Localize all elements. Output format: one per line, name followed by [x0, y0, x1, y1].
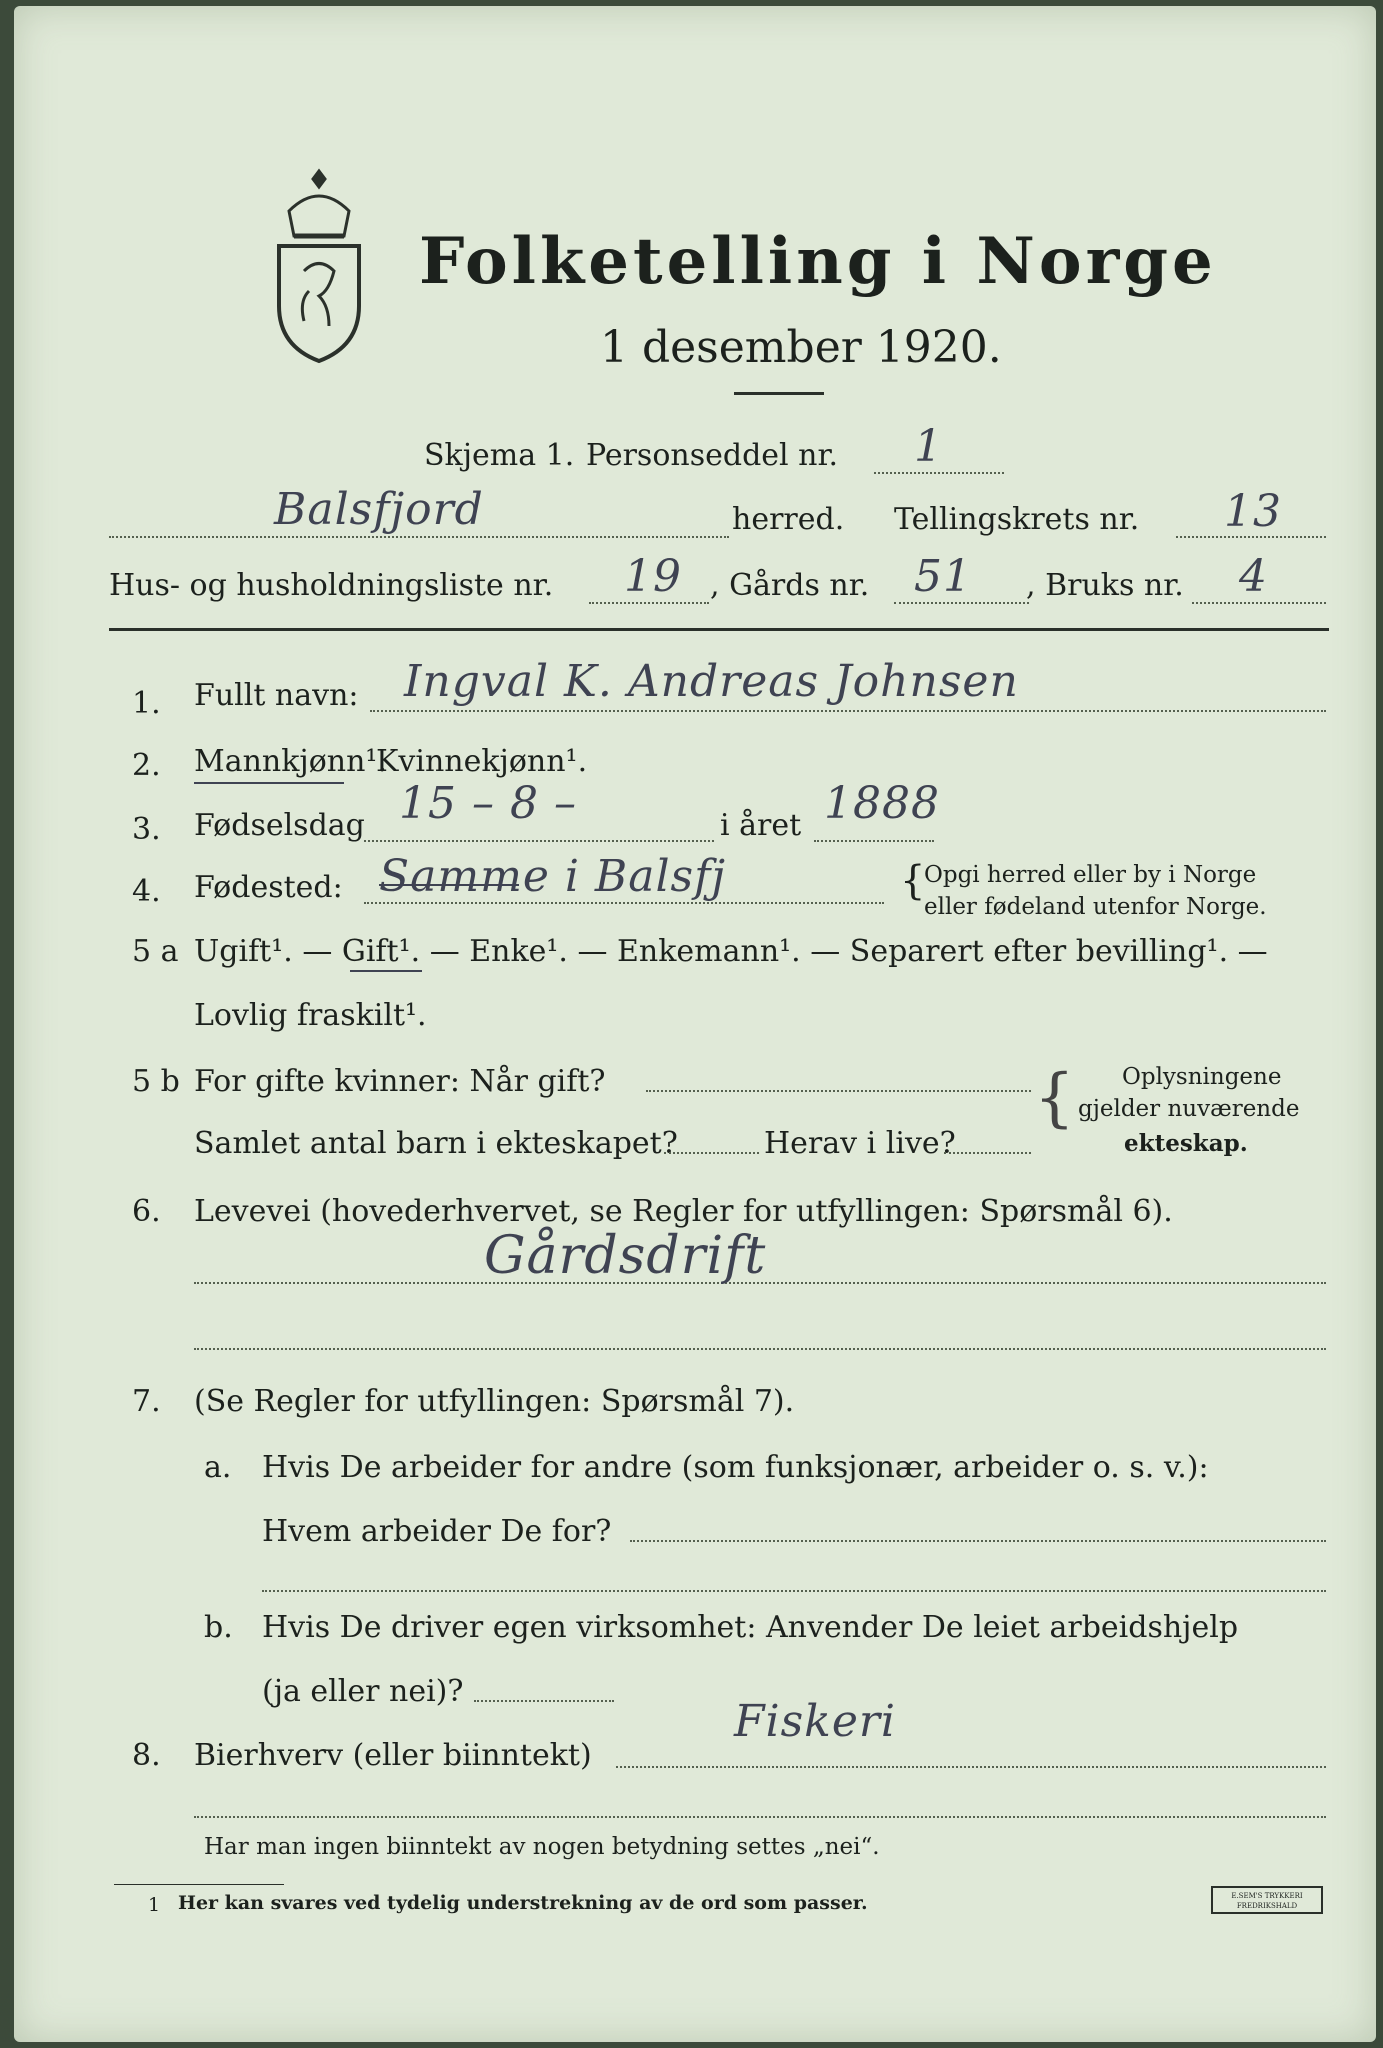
coat-of-arms-icon: [264, 161, 374, 371]
q2-female: Kvinnekjønn¹.: [376, 744, 588, 779]
q5b-note-3: ekteskap.: [1124, 1130, 1248, 1157]
q3-label: Fødselsdag: [194, 808, 365, 843]
q1-label: Fullt navn:: [194, 678, 359, 713]
q8-number: 8.: [132, 1738, 161, 1773]
q7a-text-2: Hvem arbeider De for?: [262, 1514, 612, 1549]
footnote-rule: [114, 1884, 284, 1885]
q5b-alive-line: [944, 1152, 1031, 1154]
bruks-line: [1192, 602, 1326, 604]
q4-line: [364, 902, 884, 904]
bottom-note: Har man ingen biinntekt av nogen betydning settes „nei“.: [204, 1834, 880, 1860]
q6-line-2: [194, 1348, 1326, 1350]
q5b-line: [646, 1090, 1031, 1092]
personseddel-value: 1: [914, 421, 943, 472]
q4-number: 4.: [132, 874, 161, 909]
footnote-mark: 1: [148, 1894, 161, 1916]
q3-year-value: 1888: [824, 778, 940, 829]
q4-label: Fødested:: [194, 870, 343, 905]
q1-number: 1.: [132, 686, 161, 721]
q6-value: Gårdsdrift: [484, 1226, 767, 1286]
herred-label: herred.: [732, 502, 845, 537]
q7a-text: Hvis De arbeider for andre (som funksjonær, arbeider o. s. v.):: [262, 1450, 1209, 1485]
q5a-options: Ugift¹. — Gift¹. — Enke¹. — Enkemann¹. — Separert efter bevilling¹. —: [194, 934, 1268, 969]
q4-value: Samme i Balsfj: [379, 851, 727, 902]
q5b-label: For gifte kvinner: Når gift?: [194, 1064, 606, 1099]
bruks-value: 4: [1239, 551, 1268, 602]
hus-label: Hus- og husholdningsliste nr.: [109, 568, 554, 603]
q5a-options-2: Lovlig fraskilt¹.: [194, 998, 427, 1033]
hus-line: [589, 602, 709, 604]
q3-line: [364, 840, 714, 842]
q7b-text-2: (ja eller nei)?: [262, 1674, 464, 1709]
q3-year-line: [814, 840, 934, 842]
header-divider: [109, 628, 1329, 631]
personseddel-label: Personseddel nr.: [586, 438, 839, 473]
gards-value: 51: [914, 551, 972, 602]
q8-line-2: [194, 1816, 1326, 1818]
footnote-text: Her kan svares ved tydelig understrekning av de ord som passer.: [178, 1892, 868, 1914]
q2-male: Mannkjønn¹.: [194, 744, 387, 779]
q6-label: Levevei (hovederhvervet, se Regler for utfyllingen: Spørsmål 6).: [194, 1194, 1173, 1229]
tellingskrets-label: Tellingskrets nr.: [894, 502, 1140, 537]
q8-value: Fiskeri: [734, 1696, 896, 1747]
personseddel-line: [874, 472, 1004, 474]
q4-note-2: eller fødeland utenfor Norge.: [924, 894, 1267, 920]
q3-number: 3.: [132, 812, 161, 847]
herred-value: Balsfjord: [274, 484, 484, 535]
q6-number: 6.: [132, 1194, 161, 1229]
q7a-line-2: [262, 1590, 1326, 1592]
q5b-children-line: [664, 1152, 759, 1154]
gards-line: [894, 602, 1029, 604]
bruks-label: , Bruks nr.: [1026, 568, 1184, 603]
q2-number: 2.: [132, 748, 161, 783]
title-rule: [734, 392, 824, 395]
q1-line: [370, 710, 1326, 712]
census-form: [14, 6, 1376, 2042]
gards-label: , Gårds nr.: [710, 568, 870, 603]
q1-value: Ingval K. Andreas Johnsen: [404, 656, 1019, 707]
q5a-number: 5 a: [132, 934, 179, 969]
q5b-alive: Herav i live?: [764, 1126, 956, 1161]
q3-value: 15 – 8 –: [399, 778, 577, 829]
q4-brace: {: [900, 858, 926, 904]
q7b-line: [474, 1700, 614, 1702]
q7b-letter: b.: [204, 1610, 233, 1645]
q5b-children: Samlet antal barn i ekteskapet?: [194, 1126, 678, 1161]
q8-line-1: [616, 1766, 1326, 1768]
q5a-underline: [350, 970, 422, 972]
herred-line: [109, 536, 729, 538]
q7b-text: Hvis De driver egen virksomhet: Anvender De leiet arbeidshjelp: [262, 1610, 1239, 1645]
skjema-label: Skjema 1.: [424, 438, 575, 473]
hus-value: 19: [624, 551, 682, 602]
q7a-letter: a.: [204, 1450, 232, 1485]
q5b-number: 5 b: [132, 1064, 180, 1099]
printer-stamp: E.SEM'S TRYKKERI FREDRIKSHALD: [1211, 1886, 1323, 1914]
census-date: 1 desember 1920.: [600, 322, 1002, 373]
q7-label: (Se Regler for utfyllingen: Spørsmål 7).: [194, 1384, 795, 1419]
q3-year-label: i året: [720, 808, 802, 843]
q5b-note-2: gjelder nuværende: [1078, 1096, 1300, 1122]
q7-number: 7.: [132, 1384, 161, 1419]
q5b-note-1: Oplysningene: [1122, 1064, 1282, 1090]
q8-label: Bierhverv (eller biinntekt): [194, 1738, 592, 1773]
q4-note-1: Opgi herred eller by i Norge: [924, 862, 1257, 888]
q7a-line-1: [630, 1540, 1326, 1542]
tellingskrets-value: 13: [1224, 486, 1282, 537]
form-title: Folketelling i Norge: [419, 224, 1217, 299]
q2-underline: [194, 782, 344, 784]
q5b-brace: {: [1034, 1061, 1075, 1135]
